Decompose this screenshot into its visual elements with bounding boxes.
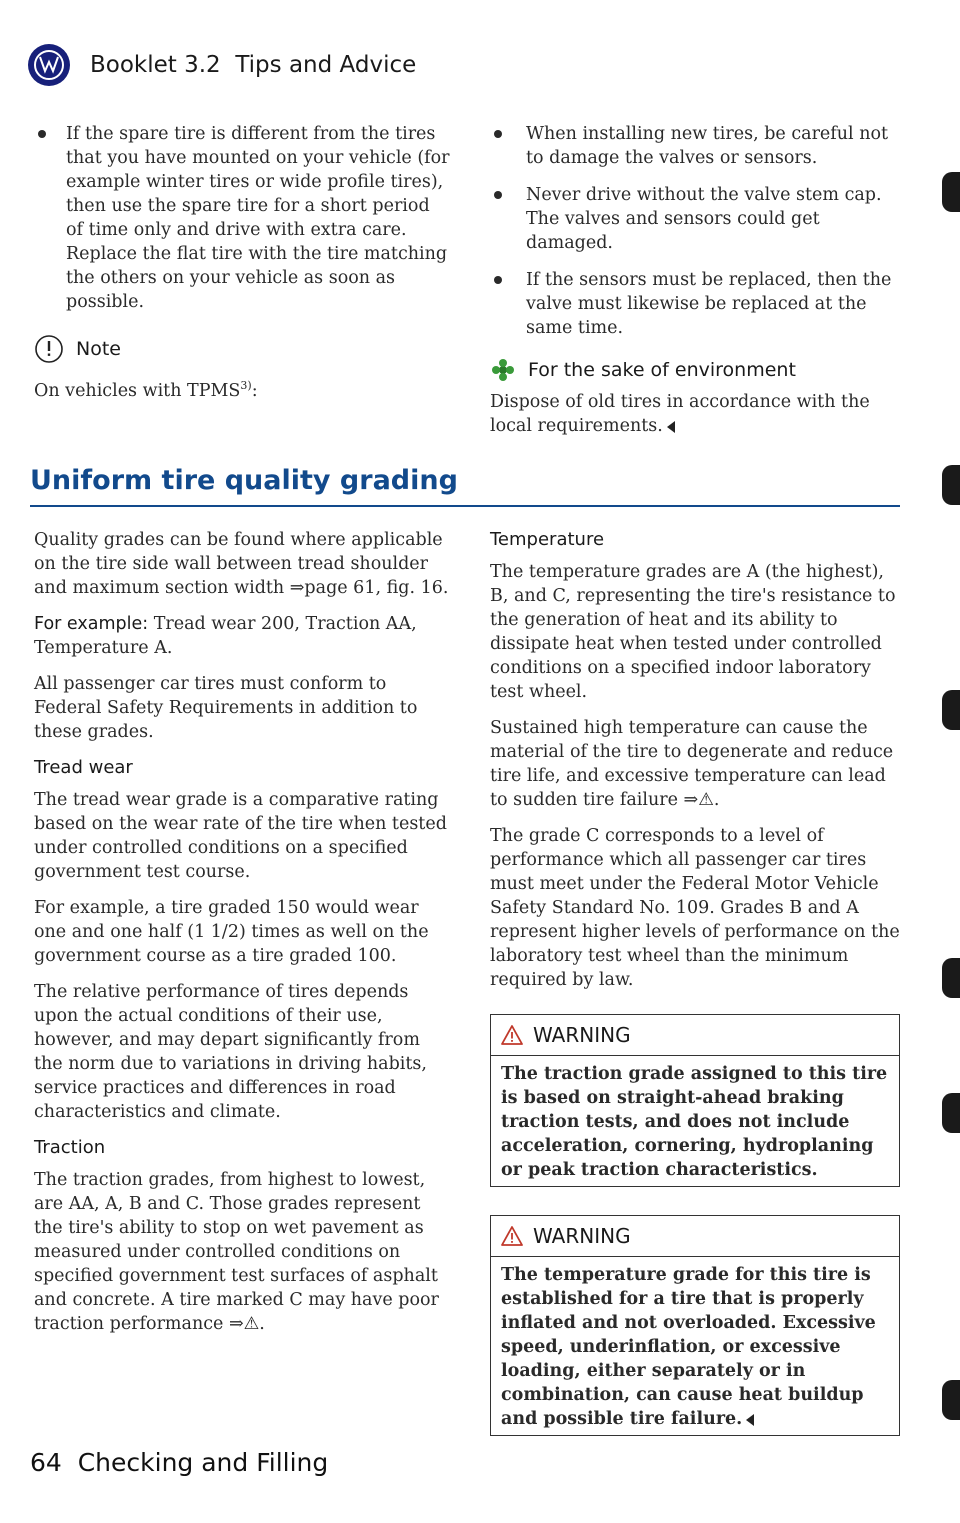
bullet-spare-tire: If the spare tire is different from the tires that you have mounted on your vehicle (for example winter tires or wide profile tires), then use the spare tire for a short period of time only and drive with extra care. Replace the flat tire with the tire matching the others on your vehicle as soon as possible.	[34, 122, 452, 314]
end-marker-icon	[667, 421, 675, 433]
warning-text: The traction grade assigned to this tire is based on straight-ahead braking traction tests, and does not include acceleration, cornering, hydroplaning or peak traction characteristics.	[501, 1064, 888, 1180]
page-footer	[30, 1448, 328, 1477]
warning-triangle-icon	[501, 1226, 523, 1246]
edge-tab	[942, 1093, 960, 1133]
temperature-paragraph-3: The grade C corresponds to a level of performance which all passenger car tires must meet under the Federal Motor Vehicle Safety Standard No. 109. Grades B and A represent higher levels of performance on the laboratory test wheel than the minimum required by law.	[490, 826, 900, 990]
edge-tab	[942, 1380, 960, 1420]
intro-paragraph: Quality grades can be found where applicable on the tire side wall between tread shoulder and maximum section width ⇒page 61, fig. 16.	[34, 530, 449, 598]
environment-icon	[490, 358, 516, 382]
environment-heading: For the sake of environment	[490, 358, 900, 382]
section-divider	[30, 505, 900, 507]
environment-text: Dispose of old tires in accordance with the local requirements.	[490, 392, 870, 436]
page-header	[28, 44, 416, 86]
tread-paragraph-2: For example, a tire graded 150 would wear one and one half (1 1/2) times as well on the government course as a tire graded 100.	[34, 898, 429, 966]
temperature-heading: Temperature	[490, 529, 605, 550]
example-paragraph: For example: Tread wear 200, Traction AA, Temperature A.	[34, 614, 417, 658]
temperature-paragraph-1: The temperature grades are A (the highest), B, and C, representing the tire's resistance to the generation of heat and its ability to dissipate heat when tested under controlled conditions on a specified indoor laboratory test wheel.	[490, 562, 896, 702]
note-text: On vehicles with TPMS$^{3)}$:	[34, 379, 258, 401]
bullet-valve-cap: Never drive without the valve stem cap. The valves and sensors could get damaged.	[490, 183, 900, 255]
bullet-sensors: If the sensors must be replaced, then the valve must likewise be replaced at the same time.	[490, 268, 900, 340]
tread-paragraph-3: The relative performance of tires depends upon the actual conditions of their use, however, and may depart significantly from the norm due to variations in driving habits, service practices and differences in road characteristics and climate.	[34, 982, 427, 1122]
note-heading: Note	[34, 334, 452, 364]
tread-wear-heading: Tread wear	[34, 757, 133, 778]
left-top-column	[34, 122, 452, 403]
page-number: 64	[30, 1448, 62, 1477]
edge-tab	[942, 958, 960, 998]
edge-tab	[942, 172, 960, 212]
warning-header: WARNING	[491, 1216, 899, 1257]
temperature-paragraph-2: Sustained high temperature can cause the material of the tire to degenerate and reduce tire life, and excessive temperature can lead to sudden tire failure ⇒⚠.	[490, 718, 894, 810]
bullet-installing: When installing new tires, be careful not to damage the valves or sensors.	[490, 122, 900, 170]
section-title: Uniform tire quality grading	[30, 465, 458, 496]
tread-paragraph-1: The tread wear grade is a comparative rating based on the wear rate of the tire when tested under controlled conditions on a specified government test course.	[34, 790, 447, 882]
warning-text: The temperature grade for this tire is established for a tire that is properly inflated and not overloaded. Excessive speed, underinflation, or excessive loading, either separately or in combination, can cause heat buildup and possible tire failure.	[501, 1265, 876, 1429]
left-lower-column	[34, 528, 452, 1348]
warning-box-temperature	[490, 1215, 900, 1436]
warning-box-traction	[490, 1014, 900, 1187]
end-marker-icon	[746, 1414, 754, 1426]
warning-header: WARNING	[491, 1015, 899, 1056]
info-icon	[34, 334, 64, 364]
traction-paragraph: The traction grades, from highest to lowest, are AA, A, B and C. Those grades represent the tire's ability to stop on wet pavement as measured under controlled conditions on specified government test surfaces of asphalt and concrete. A tire marked C may have poor traction performance ⇒⚠.	[34, 1170, 439, 1334]
federal-paragraph: All passenger car tires must conform to Federal Safety Requirements in addition to these grades.	[34, 674, 418, 742]
header-title: Booklet 3.2 Tips and Advice	[90, 52, 417, 78]
edge-tab	[942, 465, 960, 505]
chapter-title: Checking and Filling	[77, 1448, 329, 1477]
vw-logo-icon	[28, 44, 70, 86]
traction-heading: Traction	[34, 1137, 106, 1158]
warning-triangle-icon	[501, 1025, 523, 1045]
right-top-column	[490, 122, 900, 438]
right-lower-column	[490, 528, 900, 1464]
edge-tab	[942, 690, 960, 730]
